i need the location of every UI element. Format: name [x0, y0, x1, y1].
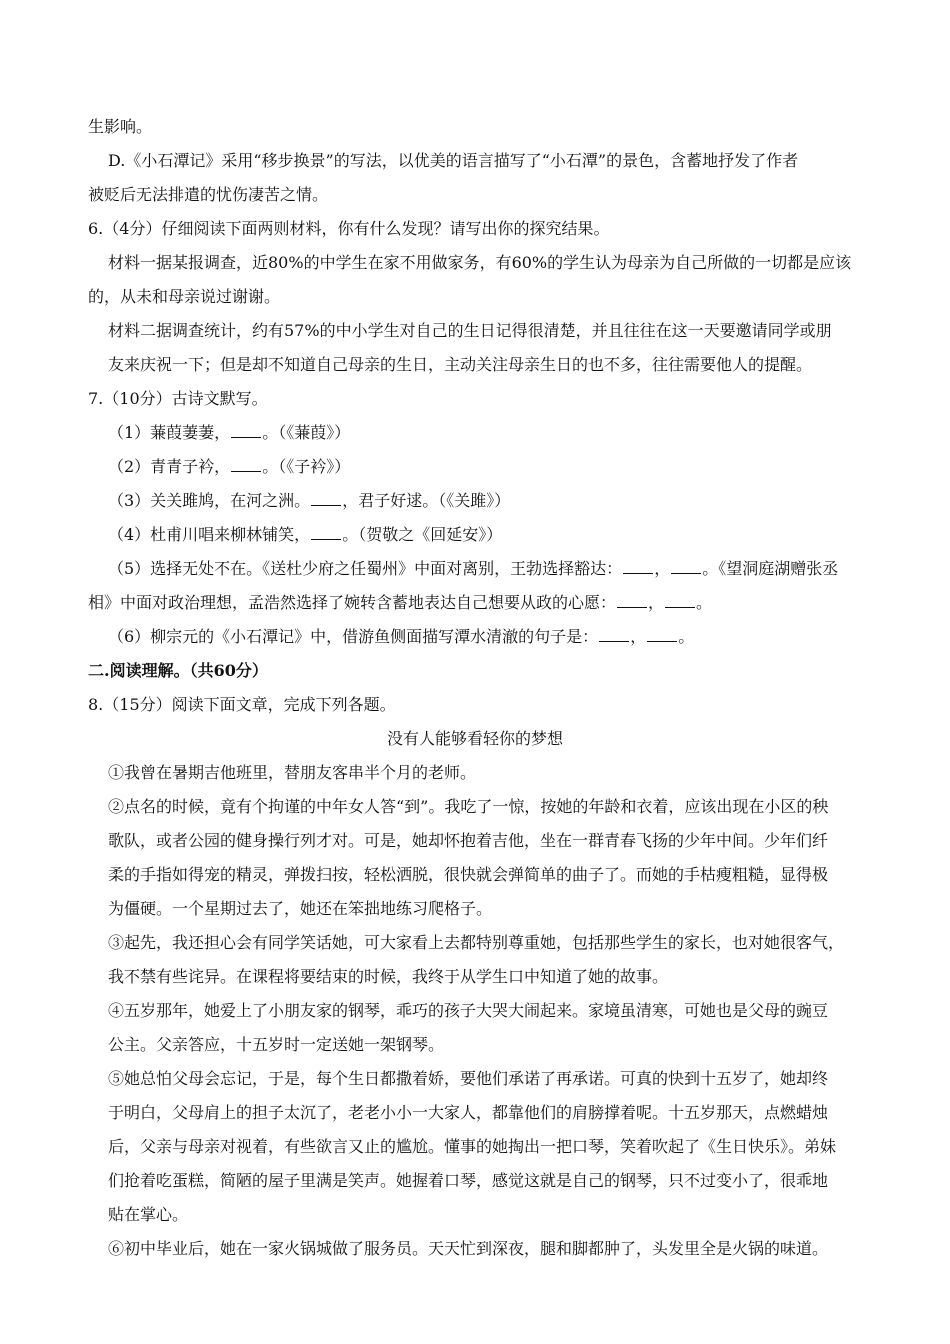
text-line: 的，从未和母亲说过谢谢。 [88, 287, 281, 306]
poem-item-3: （3）关关雎鸠，在河之洲。 ，君子好逑。（《关雎》） [108, 491, 511, 510]
text-line: 友来庆祝一下；但是却不知道自己母亲的生日，主动关注母亲生日的也不多，往往需要他人的提醒。 [108, 355, 813, 374]
answer-blank[interactable] [665, 593, 695, 608]
answer-blank[interactable] [599, 627, 629, 642]
article-line: 后，父亲与母亲对视着，有些欲言又止的尴尬。懂事的她掏出一把口琴，笑着吹起了《生日快乐》。弟妹 [108, 1137, 837, 1156]
material-1: 材料一据某报调查，近80%的中学生在家不用做家务，有60%的学生认为母亲为自己所做的一切都是应该 [108, 253, 852, 272]
question-8: 8.（15分）阅读下面文章，完成下列各题。 [88, 695, 396, 714]
article-paragraph: ⑤她总怕父母会忘记，于是，每个生日都撒着娇，要他们承诺了再承诺。可真的快到十五岁了，她却终 [108, 1069, 829, 1088]
article-line: 贴在掌心。 [108, 1205, 189, 1224]
poem-item-5: （5）选择无处不在。《送杜少府之任蜀州》中面对离别，王勃选择豁达： ， 。《望洞庭湖赠张丞 [108, 559, 839, 578]
answer-blank[interactable] [231, 423, 261, 438]
article-paragraph: ④五岁那年，她爱上了小朋友家的钢琴，乖巧的孩子大哭大闹起来。家境虽清寒，可她也是父母的豌豆 [108, 1001, 829, 1020]
text-line: 生影响。 [88, 117, 153, 136]
answer-blank[interactable] [311, 491, 341, 506]
answer-blank[interactable] [623, 559, 653, 574]
poem-item-2: （2）青青子衿， 。（《子衿》） [108, 457, 351, 476]
question-7: 7.（10分）古诗文默写。 [88, 389, 268, 408]
article-line: 们抢着吃蛋糕，简陋的屋子里满是笑声。她握着口琴，感觉这就是自己的钢琴，只不过变小了，很乖地 [108, 1171, 829, 1190]
article-line: 柔的手指如得宠的精灵，弹拨扫按，轻松洒脱，很快就会弹简单的曲子了。而她的手枯瘦粗糙，显得极 [108, 865, 829, 884]
answer-blank[interactable] [231, 457, 261, 472]
poem-item-1: （1）蒹葭萋萋， 。（《蒹葭》） [108, 423, 351, 442]
section-heading: 二.阅读理解。（共60分） [88, 661, 268, 680]
poem-item-4: （4）杜甫川唱来柳林铺笑， 。（贺敬之《回延安》） [108, 525, 503, 544]
article-paragraph: ②点名的时候，竟有个拘谨的中年女人答“到”。我吃了一惊，按她的年龄和衣着，应该出现在小区的秧 [108, 797, 829, 816]
question-6: 6.（4分）仔细阅读下面两则材料，你有什么发现？请写出你的探究结果。 [88, 219, 610, 238]
answer-blank[interactable] [617, 593, 647, 608]
article-title: 没有人能够看轻你的梦想 [386, 729, 563, 748]
answer-blank[interactable] [671, 559, 701, 574]
article-line: 为僵硬。一个星期过去了，她还在笨拙地练习爬格子。 [108, 899, 493, 918]
article-line: 公主。父亲答应，十五岁时一定送她一架钢琴。 [108, 1035, 445, 1054]
article-paragraph: ①我曾在暑期吉他班里，替朋友客串半个月的老师。 [108, 763, 477, 782]
article-paragraph: ③起先，我还担心会有同学笑话她，可大家看上去都特别尊重她，包括那些学生的家长，也对她很客气， [108, 933, 845, 952]
article-line: 歌队，或者公园的健身操行列才对。可是，她却怀抱着吉他，坐在一群青春飞扬的少年中间。少年们纤 [108, 831, 829, 850]
article-line: 我不禁有些诧异。在课程将要结束的时候，我终于从学生口中知道了她的故事。 [108, 967, 669, 986]
article-line: 于明白，父母肩上的担子太沉了，老老小小一大家人，都靠他们的肩膀撑着呢。十五岁那天，点燃蜡烛 [108, 1103, 829, 1122]
answer-blank[interactable] [311, 525, 341, 540]
article-paragraph: ⑥初中毕业后，她在一家火锅城做了服务员。天天忙到深夜，腿和脚都肿了，头发里全是火锅的味道。 [108, 1239, 829, 1258]
poem-item-5-cont: 相》中面对政治理想，孟浩然选择了婉转含蓄地表达自己想要从政的心愿： ， 。 [88, 593, 713, 612]
option-d: D.《小石潭记》采用“移步换景”的写法，以优美的语言描写了“小石潭”的景色，含蓄地抒发了作者 [108, 151, 799, 170]
answer-blank[interactable] [647, 627, 677, 642]
text-line: 被贬后无法排遣的忧伤凄苦之情。 [88, 185, 329, 204]
material-2: 材料二据调查统计，约有57%的中小学生对自己的生日记得很清楚，并且往往在这一天要邀请同学或朋 [108, 321, 832, 340]
poem-item-6: （6）柳宗元的《小石潭记》中，借游鱼侧面描写潭水清澈的句子是： ， 。 [108, 627, 695, 646]
